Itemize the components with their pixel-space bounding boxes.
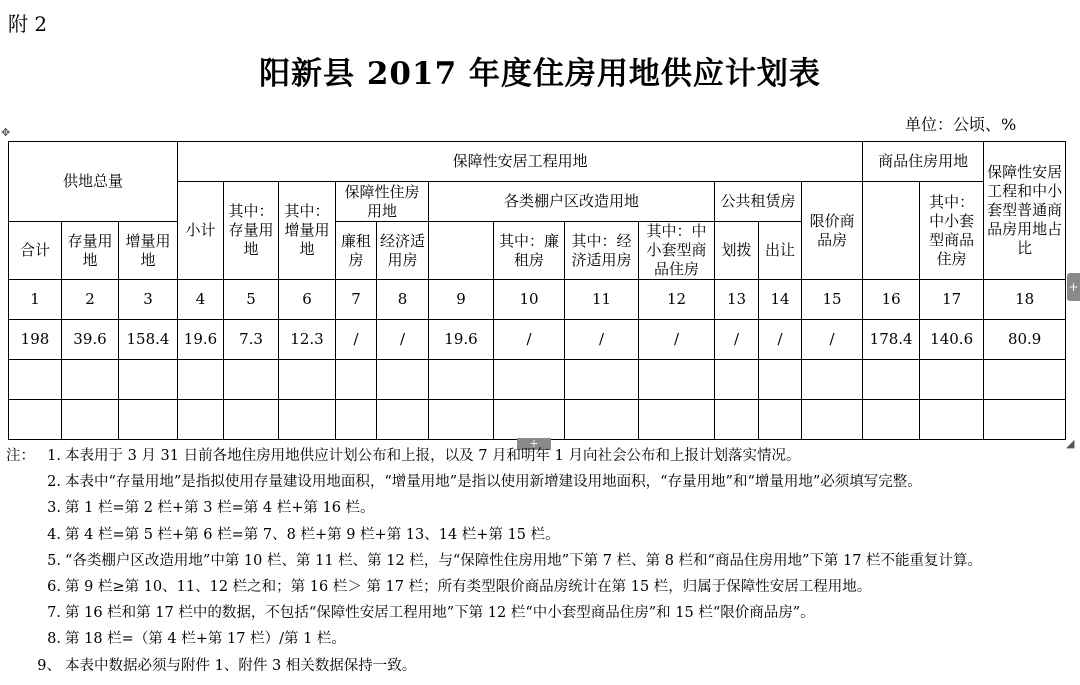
empty-cell[interactable]: [984, 400, 1066, 440]
column-number-cell: 16: [863, 280, 920, 320]
empty-cell[interactable]: [715, 360, 759, 400]
notes-prefix: 注：: [6, 448, 35, 464]
data-cell[interactable]: /: [494, 320, 565, 360]
data-cell[interactable]: /: [715, 320, 759, 360]
header-of-which-stock: 其中：存量用地: [224, 182, 279, 280]
empty-cell[interactable]: [336, 360, 377, 400]
header-ratio: 保障性安居工程和中小套型普通商品房用地占比: [984, 142, 1066, 280]
note-number: 3.: [47, 500, 61, 517]
note-item: [6, 495, 1076, 521]
column-number-cell: 17: [920, 280, 984, 320]
note-text: 第 1 栏=第 2 栏+第 3 栏=第 4 栏+第 16 栏。: [65, 500, 375, 517]
data-cell[interactable]: 140.6: [920, 320, 984, 360]
header-price-limited: 限价商品房: [802, 182, 863, 280]
empty-cell[interactable]: [920, 360, 984, 400]
column-number-cell: 15: [802, 280, 863, 320]
empty-cell[interactable]: [178, 360, 224, 400]
data-cell[interactable]: 7.3: [224, 320, 279, 360]
note-item: [6, 574, 1076, 600]
header-shanty-affordable: 其中：经济适用房: [565, 222, 639, 280]
page-title: 阳新县 2017 年度住房用地供应计划表: [259, 56, 821, 92]
empty-cell[interactable]: [920, 400, 984, 440]
empty-cell[interactable]: [802, 360, 863, 400]
data-cell[interactable]: /: [802, 320, 863, 360]
supply-plan-table: [8, 141, 1066, 440]
add-column-icon[interactable]: +: [1067, 273, 1080, 301]
column-number-cell: 2: [62, 280, 119, 320]
note-number: 1.: [47, 448, 61, 464]
notes-section: [6, 443, 1076, 679]
empty-cell[interactable]: [802, 400, 863, 440]
header-guarantee-housing: 保障性住房用地: [336, 182, 429, 222]
header-shanty-subtotal: [429, 222, 494, 280]
column-number-cell: 12: [639, 280, 715, 320]
empty-cell[interactable]: [279, 360, 336, 400]
empty-cell[interactable]: [759, 360, 802, 400]
attachment-label: 附 2: [8, 12, 48, 36]
note-number: 6.: [47, 578, 61, 595]
note-item: [6, 522, 1076, 548]
empty-cell[interactable]: [62, 400, 119, 440]
column-number-cell: 9: [429, 280, 494, 320]
data-cell[interactable]: /: [565, 320, 639, 360]
note-text: 第 4 栏=第 5 栏+第 6 栏=第 7、8 栏+第 9 栏+第 13、14 栏+第 15 栏。: [65, 526, 560, 543]
data-cell[interactable]: 198: [9, 320, 62, 360]
empty-cell[interactable]: [224, 360, 279, 400]
empty-cell[interactable]: [863, 400, 920, 440]
note-number: 8.: [47, 631, 61, 648]
note-text: 第 9 栏≥第 10、11、12 栏之和；第 16 栏＞ 第 17 栏；所有类型限价商品房统计在第 15 栏，归属于保障性安居工程用地。: [65, 578, 872, 595]
column-number-cell: 11: [565, 280, 639, 320]
empty-cell[interactable]: [863, 360, 920, 400]
header-allocated: 划拨: [715, 222, 759, 280]
data-cell[interactable]: /: [336, 320, 377, 360]
empty-row: [9, 360, 1066, 400]
note-text: 本表用于 3 月 31 日前各地住房用地供应计划公布和上报，以及 7 月和明年 1 月向社会公布和上报计划落实情况。: [65, 448, 801, 464]
table-move-handle-icon[interactable]: ✥: [1, 126, 11, 139]
data-cell[interactable]: /: [377, 320, 429, 360]
empty-cell[interactable]: [119, 400, 178, 440]
table-resize-handle-icon[interactable]: ◢: [1066, 437, 1075, 450]
note-text: 第 18 栏=（第 4 栏+第 17 栏）/第 1 栏。: [65, 631, 346, 648]
empty-cell[interactable]: [715, 400, 759, 440]
empty-cell[interactable]: [377, 360, 429, 400]
header-public-rental: 公共租赁房: [715, 182, 802, 222]
empty-row: [9, 400, 1066, 440]
column-number-cell: 5: [224, 280, 279, 320]
column-number-cell: 13: [715, 280, 759, 320]
empty-cell[interactable]: [565, 400, 639, 440]
data-cell[interactable]: 80.9: [984, 320, 1066, 360]
note-number: 9、: [37, 657, 61, 674]
header-of-which-increment: 其中：增量用地: [279, 182, 336, 280]
note-number: 5.: [47, 552, 61, 569]
note-text: “各类棚户区改造用地”中第 10 栏、第 11 栏、第 12 栏，与“保障性住房用地”下第 7 栏、第 8 栏和“商品住房用地”下第 17 栏不能重复计算。: [65, 552, 983, 569]
header-low-rent: 廉租房: [336, 222, 377, 280]
note-number: 4.: [47, 526, 61, 543]
column-number-row: [9, 280, 1066, 320]
header-commercial: 商品住房用地: [863, 142, 984, 182]
note-item: [6, 653, 1076, 679]
header-shanty: 各类棚户区改造用地: [429, 182, 715, 222]
empty-cell[interactable]: [429, 360, 494, 400]
header-commercial-subtotal: [863, 182, 920, 280]
data-cell[interactable]: /: [759, 320, 802, 360]
empty-cell[interactable]: [429, 400, 494, 440]
table-row: [9, 320, 1066, 360]
note-item: [6, 548, 1076, 574]
empty-cell[interactable]: [639, 360, 715, 400]
header-shanty-small: 其中：中小套型商品住房: [639, 222, 715, 280]
header-guarantee: 保障性安居工程用地: [178, 142, 863, 182]
header-affordable: 经济适用房: [377, 222, 429, 280]
empty-cell[interactable]: [224, 400, 279, 440]
empty-cell[interactable]: [565, 360, 639, 400]
column-number-cell: 3: [119, 280, 178, 320]
column-number-cell: 4: [178, 280, 224, 320]
data-cell[interactable]: 19.6: [178, 320, 224, 360]
header-stock: 存量用地: [62, 222, 119, 280]
column-number-cell: 10: [494, 280, 565, 320]
note-text: 本表中“存量用地”是指拟使用存量建设用地面积，“增量用地”是指以使用新增建设用地面积，“存量用地”和“增量用地”必须填写完整。: [65, 474, 922, 491]
data-cell[interactable]: 39.6: [62, 320, 119, 360]
header-total: 合计: [9, 222, 62, 280]
empty-cell[interactable]: [336, 400, 377, 440]
data-cell[interactable]: 178.4: [863, 320, 920, 360]
note-number: 2.: [47, 474, 61, 491]
data-cell[interactable]: 12.3: [279, 320, 336, 360]
header-commercial-small: 其中：中小套型商品住房: [920, 182, 984, 280]
empty-cell[interactable]: [494, 360, 565, 400]
column-number-cell: 14: [759, 280, 802, 320]
data-cell[interactable]: 158.4: [119, 320, 178, 360]
empty-cell[interactable]: [494, 400, 565, 440]
empty-cell[interactable]: [9, 400, 62, 440]
column-number-cell: 18: [984, 280, 1066, 320]
data-cell[interactable]: 19.6: [429, 320, 494, 360]
empty-cell[interactable]: [9, 360, 62, 400]
empty-cell[interactable]: [984, 360, 1066, 400]
column-number-cell: 6: [279, 280, 336, 320]
unit-label: 单位：公顷、%: [905, 115, 1017, 134]
empty-cell[interactable]: [759, 400, 802, 440]
header-transferred: 出让: [759, 222, 802, 280]
empty-cell[interactable]: [119, 360, 178, 400]
add-row-icon[interactable]: +: [517, 438, 551, 450]
note-number: 7.: [47, 605, 61, 622]
empty-cell[interactable]: [639, 400, 715, 440]
data-cell[interactable]: /: [639, 320, 715, 360]
empty-cell[interactable]: [377, 400, 429, 440]
empty-cell[interactable]: [279, 400, 336, 440]
header-increment: 增量用地: [119, 222, 178, 280]
note-item: [6, 443, 1076, 469]
column-number-cell: 8: [377, 280, 429, 320]
note-text: 本表中数据必须与附件 1、附件 3 相关数据保持一致。: [65, 657, 417, 674]
note-item: [6, 600, 1076, 626]
note-item: [6, 626, 1076, 652]
header-shanty-low-rent: 其中：廉租房: [494, 222, 565, 280]
note-item: [6, 469, 1076, 495]
column-number-cell: 1: [9, 280, 62, 320]
empty-cell[interactable]: [178, 400, 224, 440]
column-number-cell: 7: [336, 280, 377, 320]
header-subtotal: 小计: [178, 182, 224, 280]
empty-cell[interactable]: [62, 360, 119, 400]
header-total-supply: 供地总量: [9, 142, 178, 222]
note-text: 第 16 栏和第 17 栏中的数据，不包括“保障性安居工程用地”下第 12 栏“中小套型商品住房”和 15 栏“限价商品房”。: [65, 605, 815, 622]
